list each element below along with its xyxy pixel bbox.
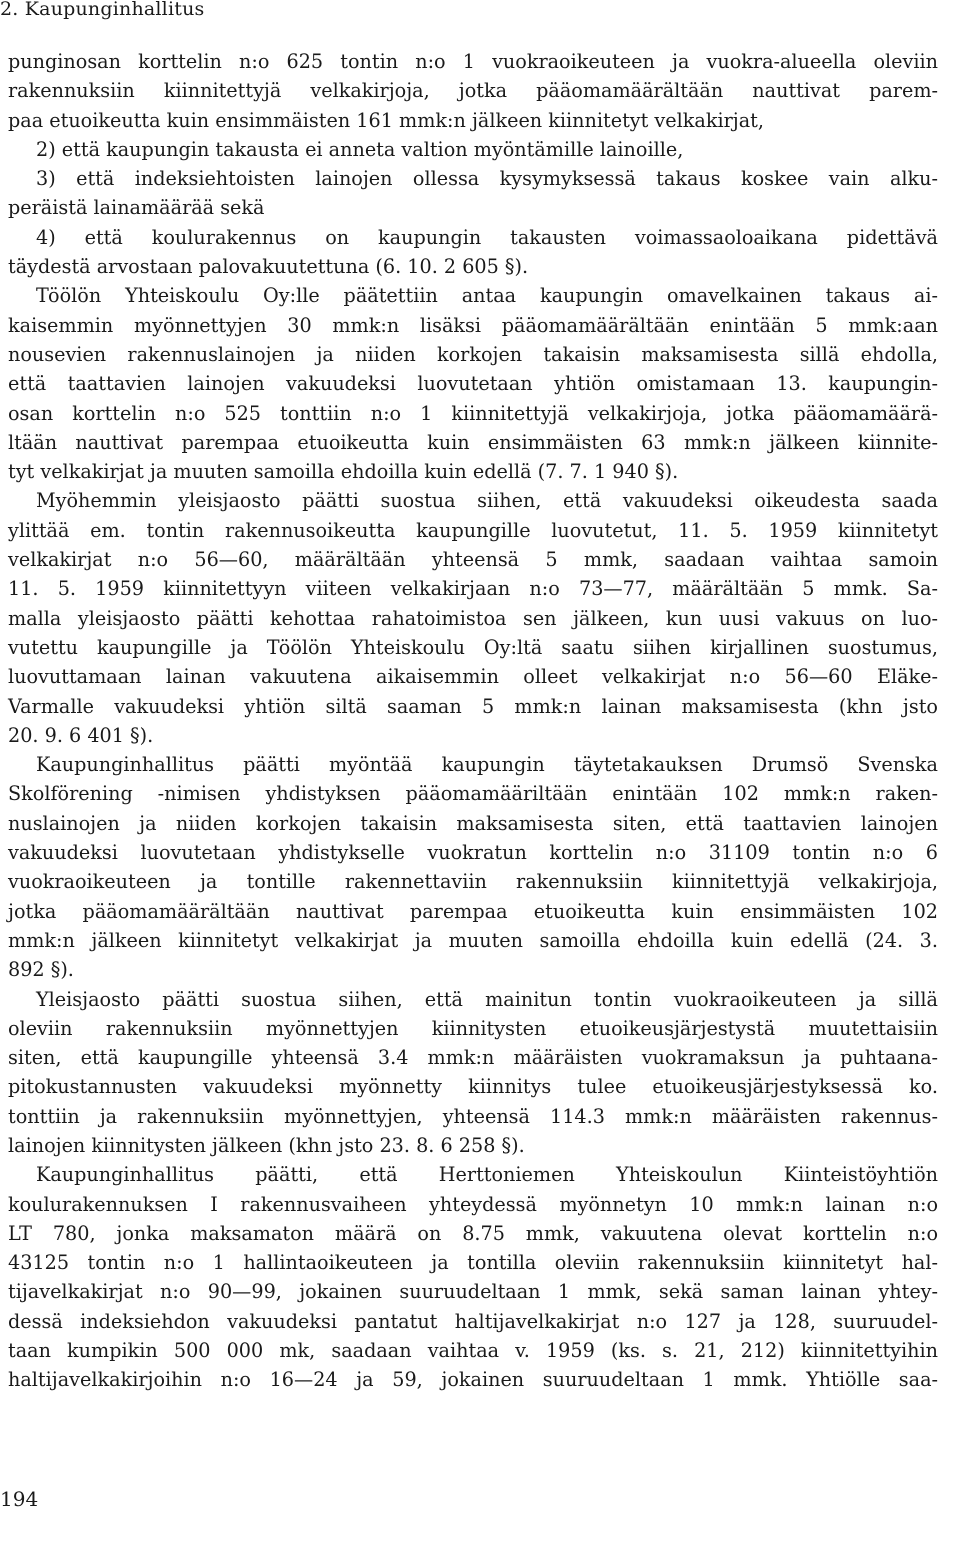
text-line: Yleisjaosto päätti suostua siihen, että mainitun tontin vuokraoikeuteen ja sillä	[36, 987, 938, 1011]
text-line: kaisemmin myönnettyjen 30 mmk:n lisäksi pääomamäärältään enintään 5 mmk:aan	[8, 313, 938, 337]
text-line: tijavelkakirjat n:o 90—99, jokainen suuruudeltaan 1 mmk, sekä saman lainan yhtey-	[8, 1280, 938, 1304]
text-line: osan korttelin n:o 525 tonttiin n:o 1 kiinnitettyjä velkakirjoja, jotka pääomamäärä-	[8, 401, 938, 425]
text-line: ylittää em. tontin rakennusoikeutta kaupungille luovutetut, 11. 5. 1959 kiinnitetyt	[8, 518, 938, 542]
text-line: 43125 tontin n:o 1 hallintaoikeuteen ja tontilla oleviin rakennuksiin kiinnitetyt hal-	[8, 1251, 938, 1275]
text-line: 2) että kaupungin takausta ei anneta valtion myöntämille lainoille,	[36, 137, 684, 161]
text-line: nuslainojen ja niiden korkojen takaisin maksamisesta siten, että taattavien lainojen	[8, 811, 938, 835]
text-line: 20. 9. 6 401 §).	[8, 723, 154, 747]
text-line: että taattavien lainojen vakuudeksi luovutetaan yhtiön omistamaan 13. kaupungin-	[8, 372, 938, 396]
text-line: 3) että indeksiehtoisten lainojen ollessa kysymyksessä takaus koskee vain alku-	[36, 167, 938, 191]
text-line: vutettu kaupungille ja Töölön Yhteiskoulu Oy:ltä saatu siihen kirjallinen suostumus,	[8, 635, 938, 659]
text-line: malla yleisjaosto päätti kehottaa rahatoimistoa sen jälkeen, kun uusi vakuus on luo-	[8, 606, 938, 630]
text-line: Varmalle vakuudeksi yhtiön siltä saaman 5 mmk:n lainan maksamisesta (khn jsto	[8, 694, 938, 718]
text-line: paa etuoikeutta kuin ensimmäisten 161 mmk:n jälkeen kiinnitetyt velkakirjat,	[8, 108, 764, 132]
text-line: velkakirjat n:o 56—60, määrältään yhteensä 5 mmk, saadaan vaihtaa samoin	[8, 548, 938, 572]
text-line: vakuudeksi luovutetaan yhdistykselle vuokratun korttelin n:o 31109 tontin n:o 6	[8, 841, 938, 865]
text-line: Kaupunginhallitus päätti, että Herttoniemen Yhteiskoulun Kiinteistöyhtiön	[36, 1163, 938, 1187]
text-line: luovuttamaan lainan vakuutena aikaisemmin olleet velkakirjat n:o 56—60 Eläke-	[8, 665, 938, 689]
text-line: tyt velkakirjat ja muuten samoilla ehdoilla kuin edellä (7. 7. 1 940 §).	[8, 460, 679, 484]
text-line: 4) että koulurakennus on kaupungin takausten voimassaoloaikana pidettävä	[36, 225, 938, 249]
text-line: 11. 5. 1959 kiinnitettyyn viiteen velkakirjaan n:o 73—77, määrältään 5 mmk. Sa-	[8, 577, 938, 601]
text-line: Kaupunginhallitus päätti myöntää kaupungin täytetakauksen Drumsö Svenska	[36, 753, 938, 777]
text-line: täydestä arvostaan palovakuutettuna (6. 10. 2 605 §).	[8, 255, 529, 279]
text-line: LT 780, jonka maksamaton määrä on 8.75 mmk, vakuutena olevat korttelin n:o	[8, 1221, 938, 1245]
text-line: punginosan korttelin n:o 625 tontin n:o 1 vuokraoikeuteen ja vuokra-alueella oleviin	[8, 50, 938, 73]
text-line: koulurakennuksen I rakennusvaiheen yhteydessä myönnetyn 10 mmk:n lainan n:o	[8, 1192, 938, 1216]
text-line: jotka pääomamäärältään nauttivat parempaa etuoikeutta kuin ensimmäisten 102	[8, 899, 938, 923]
text-line: rakennuksiin kiinnitettyjä velkakirjoja, jotka pääomamäärältään nauttivat parem-	[8, 79, 938, 103]
text-line: tonttiin ja rakennuksiin myönnettyjen, yhteensä 114.3 mmk:n määräisten rakennus-	[8, 1104, 938, 1128]
text-line: Skolförening -nimisen yhdistyksen pääomamääriltään enintään 102 mmk:n raken-	[8, 782, 938, 806]
text-line: Töölön Yhteiskoulu Oy:lle päätettiin antaa kaupungin omavelkainen takaus ai-	[36, 284, 938, 308]
text-line: haltijavelkakirjoihin n:o 16—24 ja 59, jokainen suuruudeltaan 1 mmk. Yhtiölle saa-	[8, 1368, 938, 1392]
text-line: peräistä lainamäärää sekä	[8, 196, 265, 220]
text-line: vuokraoikeuteen ja tontille rakennettaviin rakennuksiin kiinnitettyjä velkakirjoja,	[8, 870, 938, 894]
text-line: siten, että kaupungille yhteensä 3.4 mmk:n määräisten vuokramaksun ja puhtaana-	[8, 1046, 938, 1070]
text-line: ltään nauttivat parempaa etuoikeutta kuin ensimmäisten 63 mmk:n jälkeen kiinnite-	[8, 430, 938, 454]
text-line: dessä indeksiehdon vakuudeksi pantatut haltijavelkakirjat n:o 127 ja 128, suuruudel-	[8, 1309, 938, 1333]
text-line: lainojen kiinnitysten jälkeen (khn jsto 23. 8. 6 258 §).	[8, 1133, 525, 1157]
page-number: 194	[0, 1487, 39, 1511]
body-text	[8, 47, 938, 1395]
text-line: taan kumpikin 500 000 mk, saadaan vaihtaa v. 1959 (ks. s. 21, 212) kiinnitettyihin	[8, 1339, 938, 1363]
text-line: oleviin rakennuksiin myönnettyjen kiinnitysten etuoikeusjärjestystä muutettaisiin	[8, 1016, 938, 1040]
text-line: 892 §).	[8, 958, 74, 982]
running-head: 2. Kaupunginhallitus	[0, 0, 205, 20]
text-line: Myöhemmin yleisjaosto päätti suostua siihen, että vakuudeksi oikeudesta saada	[36, 489, 938, 513]
text-line: pitokustannusten vakuudeksi myönnetty kiinnitys tulee etuoikeusjärjestyksessä ko.	[8, 1075, 938, 1099]
text-line: mmk:n jälkeen kiinnitetyt velkakirjat ja muuten samoilla ehdoilla kuin edellä (24. 3.	[8, 928, 938, 952]
text-line: nousevien rakennuslainojen ja niiden korkojen takaisin maksamisesta sillä ehdolla,	[8, 342, 938, 366]
